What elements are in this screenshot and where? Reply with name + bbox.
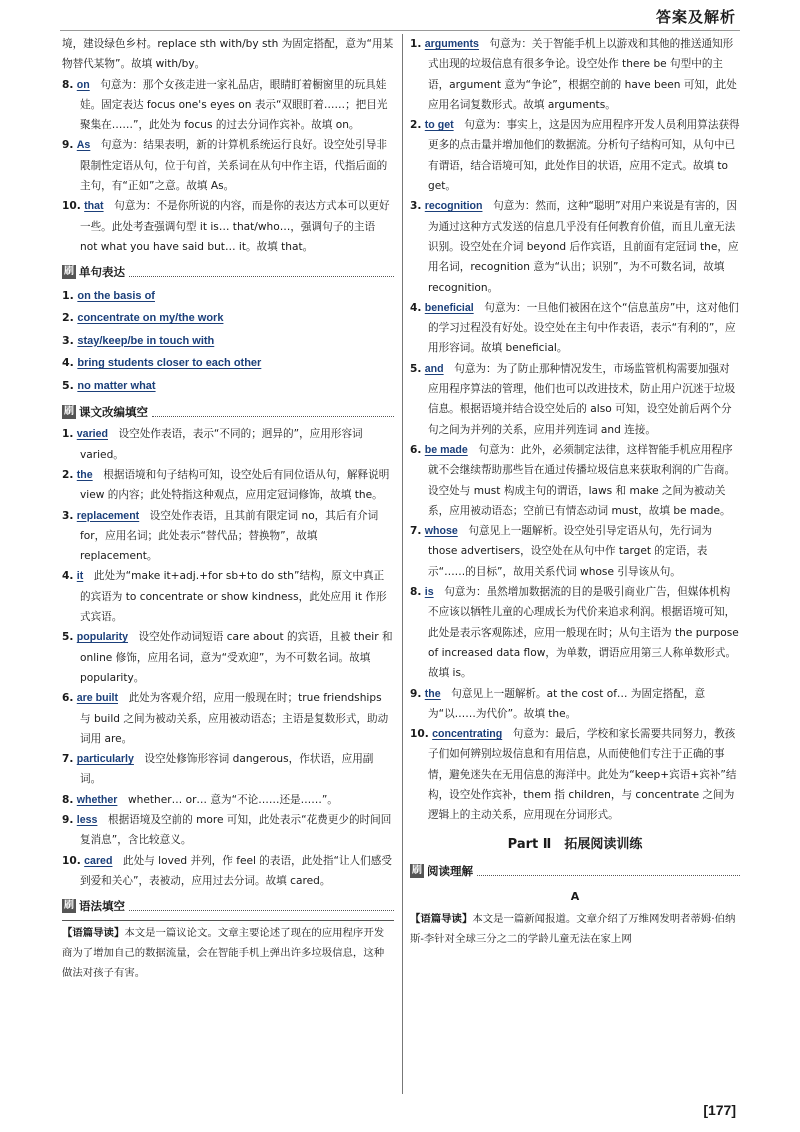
phrase-text: bring students closer to each other	[77, 357, 262, 370]
passage-guide	[410, 907, 740, 949]
item-number: 6.	[62, 692, 74, 705]
left-answer-list-a	[62, 75, 394, 258]
phrase-text: stay/keep/be in touch with	[77, 334, 215, 347]
section-dotted-rule	[477, 866, 740, 876]
item-number: 6.	[410, 443, 422, 456]
item-number: 3.	[62, 333, 74, 347]
phrase-item	[62, 375, 394, 398]
section-brush-icon: 刷	[62, 899, 76, 913]
guide-label: 【语篇导读】	[62, 927, 125, 940]
part-title: Part Ⅱ 拓展阅读训练	[507, 836, 643, 852]
item-number: 2.	[62, 311, 74, 325]
answer-item	[410, 298, 740, 359]
answer-word: are built	[76, 692, 118, 705]
answer-explanation: 句意见上一题解析。设空处引导定语从句，先行词为 those advertisers，设空处在从句中作 target 的定语，表示“……的目标”，故用关系代词 whose 引导该从句。	[428, 525, 712, 578]
answer-word: arguments	[424, 38, 479, 50]
section-heading-text-adaptation	[62, 402, 394, 422]
item-number: 2.	[62, 468, 74, 481]
answer-word: is	[424, 586, 434, 599]
answer-word: the	[424, 687, 441, 700]
item-number: 1.	[410, 38, 422, 50]
item-number: 7.	[62, 753, 74, 766]
answer-item	[62, 627, 394, 688]
answer-explanation: 根据语境及空前的 more 可知，此处表示“花费更少的时间回复消息”，含比较意义。	[80, 814, 392, 847]
answer-item	[410, 521, 740, 582]
answer-explanation: 句意为：此外，必须制定法律，这样智能手机应用程序就不会继续帮助那些旨在通过传播垃圾信息来获取利润的广告商。设空处与 must 构成主句的谓语，laws 和 make 之间为被动关系，应用被动语态；空前已有情态动词 must，故填 be made。	[428, 443, 736, 517]
answer-item	[410, 359, 740, 440]
left-answer-list-b	[62, 424, 394, 891]
answer-explanation: 句意为：那个女孩走进一家礼品店，眼睛盯着橱窗里的玩具娃娃。固定表达 focus one's eyes on 表示“双眼盯着……；把目光聚集在……”，此处为 focus 的过去分词作宾补。故填 on。	[80, 78, 388, 132]
item-number: 2.	[410, 119, 422, 132]
item-number: 5.	[410, 362, 422, 375]
passage-guide	[62, 920, 394, 983]
phrase-text: concentrate on my/the work	[77, 312, 224, 325]
phrase-list	[62, 285, 394, 398]
answer-explanation: 设空处作动词短语 care about 的宾语，且被 their 和 online 修饰，应用名词，意为“受欢迎”，为不可数名词。故填 popularity。	[80, 631, 393, 684]
item-number: 4.	[410, 301, 422, 314]
section-title: 单句表达	[79, 265, 125, 280]
section-dotted-rule	[129, 901, 394, 911]
answer-word: popularity	[76, 631, 128, 644]
answer-item	[62, 196, 394, 257]
phrase-text: on the basis of	[77, 289, 155, 302]
answer-item	[410, 440, 740, 521]
answer-item	[62, 566, 394, 627]
item-number: 8.	[62, 78, 74, 91]
answer-word: that	[84, 200, 104, 213]
item-number: 1.	[62, 428, 74, 441]
answer-explanation: 设空处作表语，表示“不同的；迥异的”，应用形容词 varied。	[80, 428, 363, 461]
answer-explanation: 句意为：虽然增加数据流的目的是吸引商业广告，但媒体机构不应该以牺牲儿童的心理成长为代价来追求利润。根据语境可知，此处是表示客观陈述，应用一般现在时；从句主语为 the purpose of increased data flow，为单数，谓语应用第三人称单数形式。故填 is。	[428, 586, 739, 680]
phrase-text: no matter what	[77, 379, 156, 392]
section-brush-icon: 刷	[410, 864, 424, 878]
section-title: 语法填空	[79, 899, 125, 914]
left-continued-text: 境，建设绿色乡村。replace sth with/by sth 为固定搭配，意为“用某物替代某物”。故填 with/by。	[62, 38, 394, 71]
answer-item	[62, 75, 394, 136]
guide-text: 本文是一篇新闻报道。文章介绍了万维网发明者蒂姆·伯纳斯-李针对全球三分之二的学龄儿童无法在家上网	[410, 913, 736, 946]
answer-word: particularly	[76, 753, 134, 766]
guide-text: 本文是一篇议论文。文章主要论述了现在的应用程序开发商为了增加自己的数据流量，会在智能手机上弹出许多垃圾信息，这种做法对孩子有害。	[62, 927, 385, 980]
answer-explanation: 设空处修饰形容词 dangerous，作状语，应用副词。	[80, 753, 374, 786]
answer-explanation: 设空处作表语，且其前有限定词 no，其后有介词 for，应用名词；此处表示“替代品；替换物”，故填 replacement。	[80, 509, 379, 563]
answer-explanation: 句意为：为了防止那种情况发生，市场监管机构需要加强对应用程序算法的管理，他们也可以改进技术，防止用户沉迷于垃圾信息。根据语境并结合设空处后的 also 可知，设空处前后两个分句之间为并列的关系，应用并列连词 and 连接。	[428, 362, 736, 436]
item-number: 4.	[62, 570, 74, 583]
answer-word: whether	[76, 793, 118, 806]
section-heading-single-sentence	[62, 262, 394, 282]
answer-item	[62, 688, 394, 749]
answer-item	[62, 506, 394, 567]
answer-word: to get	[424, 119, 454, 132]
section-title: 课文改编填空	[79, 405, 148, 420]
answer-word: varied	[76, 428, 108, 441]
section-heading-grammar-fill	[62, 896, 394, 916]
answer-item	[410, 724, 740, 825]
item-number: 10.	[62, 854, 81, 867]
answer-word: be made	[424, 443, 468, 456]
item-number: 10.	[62, 200, 81, 213]
answer-word: on	[76, 78, 90, 91]
right-answer-list	[410, 34, 740, 826]
item-number: 7.	[410, 525, 422, 538]
answer-explanation: 此处与 loved 并列，作 feel 的表语，此处指“让人们感受到爱和关心”，表被动，应用过去分词。故填 cared。	[80, 854, 392, 887]
item-number: 9.	[62, 814, 74, 826]
answer-explanation: whether… or… 意为“不论……还是……”。	[128, 793, 338, 806]
column-divider	[402, 34, 403, 1094]
section-brush-icon: 刷	[62, 265, 76, 279]
item-number: 5.	[62, 378, 74, 392]
right-column	[410, 34, 740, 949]
answer-item	[62, 424, 394, 465]
answer-explanation: 句意为：然而，这种“聪明”对用户来说是有害的，因为通过这种方式发送的信息几乎没有任何教育价值，而且儿童无法识别。设空处在介词 beyond 后作宾语，且前面有定冠词 the，应用名词，recognition 意为“认出；识别”，为不可数名词，故填 recognition。	[428, 200, 739, 294]
answer-word: whose	[424, 525, 458, 538]
item-number: 9.	[62, 139, 74, 152]
section-brush-icon: 刷	[62, 405, 76, 419]
answer-item	[410, 196, 740, 297]
answer-explanation: 此处为“make it+adj.+for sb+to do sth”结构，原文中真正的宾语为 to concentrate or show kindness，此处应用 it 作形式宾语。	[80, 570, 387, 624]
header-title: 答案及解析	[655, 8, 736, 26]
answer-explanation: 句意为：事实上，这是因为应用程序开发人员利用算法获得更多的点击量并增加他们的数据流。分析句子结构可知，从句中已有谓语，结合语境可知，此处作目的状语，应用不定式。故填 to get。	[428, 119, 740, 193]
answer-item	[62, 749, 394, 790]
answer-word: it	[76, 570, 84, 583]
item-number: 10.	[410, 728, 429, 741]
answer-word: beneficial	[424, 301, 474, 314]
item-number: 5.	[62, 631, 74, 644]
phrase-item	[62, 330, 394, 353]
answer-explanation: 句意为：关于智能手机上以游戏和其他的推送通知形式出现的垃圾信息有很多争论。设空处作 there be 句型中的主语，argument 意为“争论”，根据空前的 have been 可知，此处应用名词复数形式。故填 arguments。	[428, 38, 737, 111]
page-number: [177]	[703, 1102, 736, 1118]
answer-item	[410, 115, 740, 196]
answer-explanation: 根据语境和句子结构可知，设空处后有同位语从句，解释说明 view 的内容；此处特指这种观点，应用定冠词修饰，故填 the。	[80, 468, 390, 502]
answer-word: cared	[84, 854, 113, 867]
section-heading-reading	[410, 861, 740, 881]
answer-explanation: 句意为：结果表明，新的计算机系统运行良好。设空处引导非限制性定语从句，位于句首，关系词在从句中作主语，代指后面的主句，有“正如”之意。故填 As。	[80, 139, 388, 193]
answer-explanation: 句意见上一题解析。at the cost of… 为固定搭配，意为“以……为代价”。故填 the。	[428, 687, 706, 720]
answer-word: less	[76, 814, 98, 826]
phrase-item	[62, 307, 394, 330]
guide-label: 【语篇导读】	[410, 913, 473, 926]
answer-explanation: 句意为：不是你所说的内容，而是你的表达方式本可以更好一些。此处考查强调句型 it is… that/who…，强调句子的主语 not what you have said but… it。故填 that。	[80, 200, 390, 253]
header-rule	[60, 30, 740, 31]
answer-word: the	[76, 468, 93, 481]
answer-explanation: 句意为：一旦他们被困在这个“信息茧房”中，这对他们的学习过程没有好处。设空处在主句中作表语，表示“有利的”，应用形容词。故填 beneficial。	[428, 301, 739, 355]
answer-item	[62, 790, 394, 810]
answer-word: and	[424, 362, 444, 375]
item-number: 3.	[62, 509, 74, 522]
answer-item	[62, 851, 394, 892]
item-number: 4.	[62, 356, 74, 370]
answer-word: concentrating	[432, 728, 503, 741]
item-number: 8.	[410, 586, 422, 599]
answer-word: recognition	[424, 200, 483, 213]
phrase-item	[62, 285, 394, 308]
section-title: 阅读理解	[427, 863, 473, 878]
answer-word: replacement	[76, 509, 140, 522]
item-number: 3.	[410, 200, 422, 213]
section-dotted-rule	[152, 407, 394, 417]
answer-item	[410, 684, 740, 725]
answer-word: As	[76, 139, 91, 152]
answer-item	[62, 465, 394, 506]
section-dotted-rule	[129, 267, 394, 277]
phrase-item	[62, 352, 394, 375]
passage-label: A	[570, 889, 580, 903]
answer-item	[410, 582, 740, 683]
answer-item	[62, 135, 394, 196]
answer-item	[62, 810, 394, 851]
item-number: 1.	[62, 288, 74, 302]
answer-item	[410, 34, 740, 115]
item-number: 8.	[62, 793, 74, 806]
answer-explanation: 此处为客观介绍，应用一般现在时；true friendships 与 build 之间为被动关系，应用被动语态；主语是复数形式，助动词用 are。	[80, 692, 389, 745]
answer-explanation: 句意为：最后，学校和家长需要共同努力，教孩子们如何辨别垃圾信息和有用信息，从而使他们专注于正确的事情，避免迷失在无用信息的海洋中。此处为“keep+宾语+宾补”结构，设空处作宾补，them 指 children，与 concentrate 之间为逻辑上的主动关系，应用现在分词形式。	[428, 728, 737, 822]
item-number: 9.	[410, 687, 422, 700]
left-column	[62, 34, 394, 983]
